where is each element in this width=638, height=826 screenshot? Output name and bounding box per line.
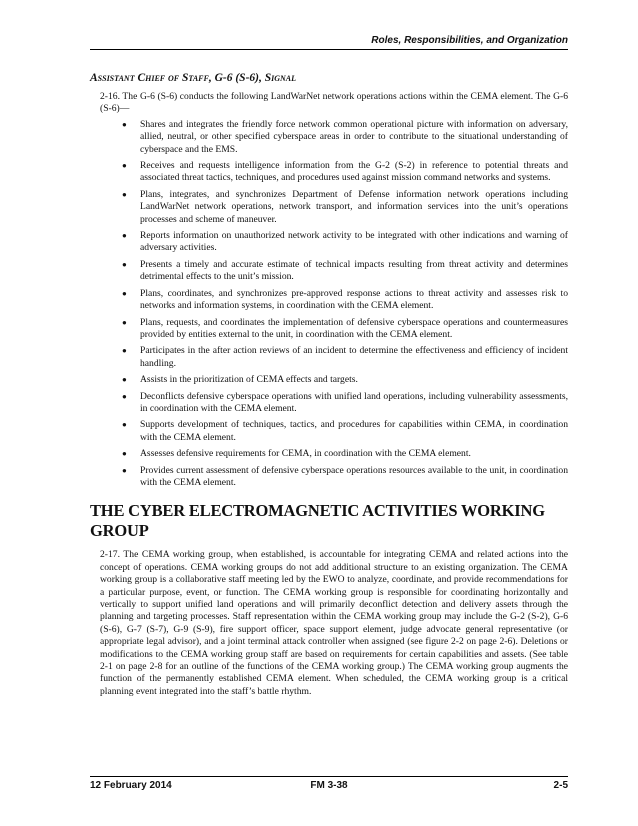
list-item [122, 188, 568, 226]
bullet-icon: ● [122, 346, 127, 356]
list-item-text: Assesses defensive requirements for CEMA, in coordination with the CEMA element. [140, 448, 471, 460]
page-footer [90, 776, 568, 794]
list-item-text: Participates in the after action reviews of an incident to determine the effectiveness and efficiency of incident handling. [140, 345, 568, 369]
list-item-text: Deconflicts defensive cyberspace operations with unified land operations, including vulnerability assessments, in coordination with the CEMA element. [140, 390, 568, 414]
bullet-icon: ● [122, 391, 127, 401]
paragraph-2-16: 2-16. The G-6 (S-6) conducts the following LandWarNet network operations actions within the CEMA element. The G-6 (S-6)— [100, 91, 568, 115]
bullet-icon: ● [122, 119, 127, 129]
bullet-icon: ● [122, 449, 127, 459]
list-item-text: Supports development of techniques, tactics, and procedures for capabilities within CEMA, in coordination with the CEMA element. [140, 419, 568, 443]
list-item [122, 390, 568, 416]
list-item [122, 287, 568, 313]
paragraph-2-17: 2-17. The CEMA working group, when established, is accountable for integrating CEMA and related actions into the concept of operations. CEMA working groups do not add additional structure to an existing organization. The CEMA working group is a collaborative staff meeting led by the EWO to analyze, coordinate, and provide recommendations for a particular purpose, event, or function. The CEMA working group is responsible for coordinating horizontally and vertically to support unified land operations and will primarily deconflict detection and delivery assets through the planning and targeting processes. Staff representation within the CEMA working group may include the G-2 (S-2), G-6 (S-6), G-7 (S-7), G-9 (S-9), fire support officer, space support element, judge advocate general representative (or appropriate legal advisor), and a joint terminal attack controller when assigned (see figure 2-2 on page 2-6). Deletions or modifications to the CEMA working group staff are based on requirements for certain capabilities and assets. (See table 2-1 on page 2-8 for an outline of the functions of the CEMA working group.) The CEMA working group augments the function of the permanently established CEMA element. When scheduled, the CEMA working group is a critical planning event integrated into the staff’s battle rhythm. [100, 549, 568, 697]
list-item [122, 160, 568, 185]
list-item-text: Provides current assessment of defensive cyberspace operations resources available to the unit, in coordination with the CEMA element. [140, 464, 568, 488]
list-item-text: Shares and integrates the friendly force network common operational picture with information on adversary, allied, neutral, or other specified cyberspace areas in order to contribute to the situational understanding of cyberspace and the EMS. [140, 118, 568, 155]
section-title-cema-working-group: THE CYBER ELECTROMAGNETIC ACTIVITIES WORKING GROUP [90, 501, 545, 541]
bullet-icon: ● [122, 231, 127, 241]
bullet-icon: ● [122, 161, 127, 171]
list-item-text: Plans, coordinates, and synchronizes pre-approved response actions to threat activity and assesses risk to networks and information systems, in coordination with the CEMA element. [140, 287, 568, 312]
bullet-icon: ● [122, 288, 127, 298]
bullet-icon: ● [122, 259, 127, 269]
footer-date: 12 February 2014 [90, 780, 172, 791]
list-item-text: Plans, integrates, and synchronizes Department of Defense information network operations including LandWarNet network operations, network transport, and information services into the unit’s operations processes and scheme of maneuver. [140, 188, 568, 225]
running-title: Roles, Responsibilities, and Organization [371, 35, 568, 46]
bullet-icon: ● [122, 189, 127, 199]
list-item [122, 419, 568, 444]
list-item-text: Assists in the prioritization of CEMA effects and targets. [140, 374, 358, 386]
page-content [90, 72, 568, 701]
list-item [122, 258, 568, 284]
footer-page-number: 2-5 [553, 780, 568, 791]
g6-duties-list [90, 119, 568, 490]
list-item [122, 464, 568, 490]
list-item-text: Receives and requests intelligence information from the G-2 (S-2) in reference to potential threats and associated threat tactics, techniques, and procedures used against mission command networks and systems. [140, 160, 568, 184]
list-item [122, 118, 568, 156]
section-heading-g6: Assistant Chief of Staff, G-6 (S-6), Signal [90, 72, 297, 84]
bullet-icon: ● [122, 465, 127, 475]
list-item-text: Plans, requests, and coordinates the implementation of defensive cyberspace operations and countermeasures provided by entities external to the unit, in coordination with the CEMA element. [140, 316, 568, 340]
list-item [122, 345, 568, 370]
running-header [90, 35, 568, 50]
list-item [122, 448, 568, 460]
bullet-icon: ● [122, 375, 127, 385]
list-item-text: Presents a timely and accurate estimate of technical impacts resulting from threat activity and determines detrimental effects to the unit’s mission. [140, 258, 568, 283]
list-item [122, 374, 568, 386]
list-item-text: Reports information on unauthorized network activity to be integrated with other indications and warning of adversary activities. [140, 230, 568, 254]
list-item [122, 230, 568, 255]
bullet-icon: ● [122, 317, 127, 327]
footer-doc-id: FM 3-38 [310, 780, 348, 791]
bullet-icon: ● [122, 420, 127, 430]
list-item [122, 316, 568, 342]
